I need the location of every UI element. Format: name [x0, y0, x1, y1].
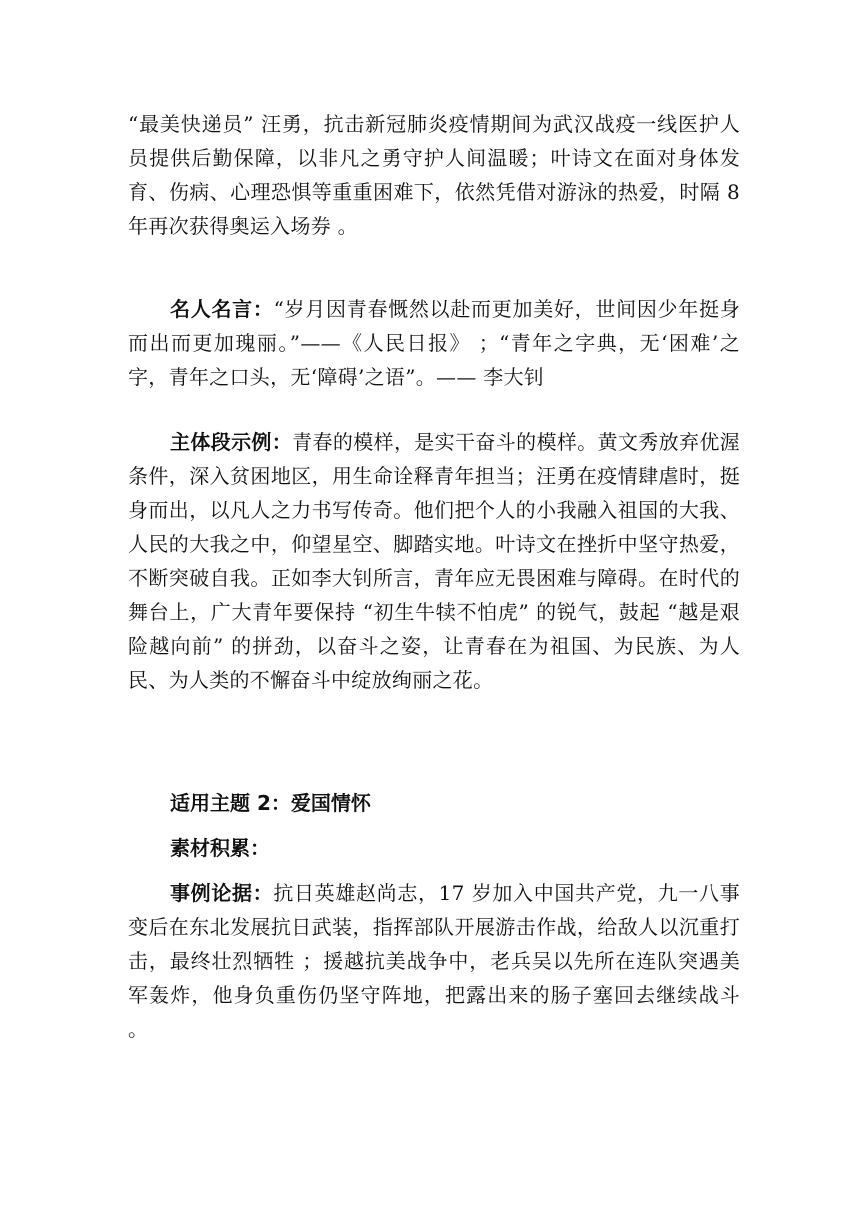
- evidence-label: 事例论据：: [170, 881, 274, 905]
- quotes-label: 名人名言：: [170, 297, 274, 321]
- paragraph-deeds-text: “最美快递员” 汪勇，抗击新冠肺炎疫情期间为武汉战疫一线医护人员提供后勤保障，以非凡之勇守护人间温暖；叶诗文在面对身体发育、伤病、心理恐惧等重重困难下，依然凭借对游泳的热爱，时隔 8 年再次获得奥运入场券 。: [128, 112, 740, 238]
- example-label: 主体段示例：: [170, 430, 293, 454]
- paragraph-evidence: [128, 876, 740, 1046]
- example-text: 青春的模样，是实干奋斗的模样。黄文秀放弃优渥条件，深入贫困地区，用生命诠释青年担当；汪勇在疫情肆虐时，挺身而出，以凡人之力书写传奇。他们把个人的小我融入祖国的大我、人民的大我之中，仰望星空、脚踏实地。叶诗文在挫折中坚守热爱，不断突破自我。正如李大钊所言，青年应无畏困难与障碍。在时代的舞台上，广大青年要保持 “初生牛犊不怕虎” 的锐气，鼓起 “越是艰险越向前” 的拼劲，以奋斗之姿，让青春在为祖国、为民族、为人民、为人类的不懈奋斗中绽放绚丽之花。: [128, 430, 740, 692]
- paragraph-example: [128, 425, 740, 697]
- material-label: 素材积累：: [170, 836, 270, 860]
- evidence-text: 抗日英雄赵尚志，17 岁加入中国共产党，九一八事变后在东北发展抗日武装，指挥部队开展游击作战，给敌人以沉重打击，最终壮烈牺牲 ；援越抗美战争中，老兵吴以先所在连队突遇美军轰炸，他身负重伤仍坚守阵地，把露出来的肠子塞回去继续战斗 。: [128, 881, 740, 1041]
- theme-heading: 适用主题 2：爱国情怀: [170, 791, 371, 815]
- paragraph-deeds: [128, 107, 740, 243]
- quotes-text: “岁月因青春慨然以赴而更加美好，世间因少年挺身而出而更加瑰丽。”——《人民日报》 ；“青年之字典，无‘困难’之字，青年之口头，无‘障碍’之语”。—— 李大钊: [128, 297, 741, 389]
- paragraph-quotes: [128, 292, 740, 394]
